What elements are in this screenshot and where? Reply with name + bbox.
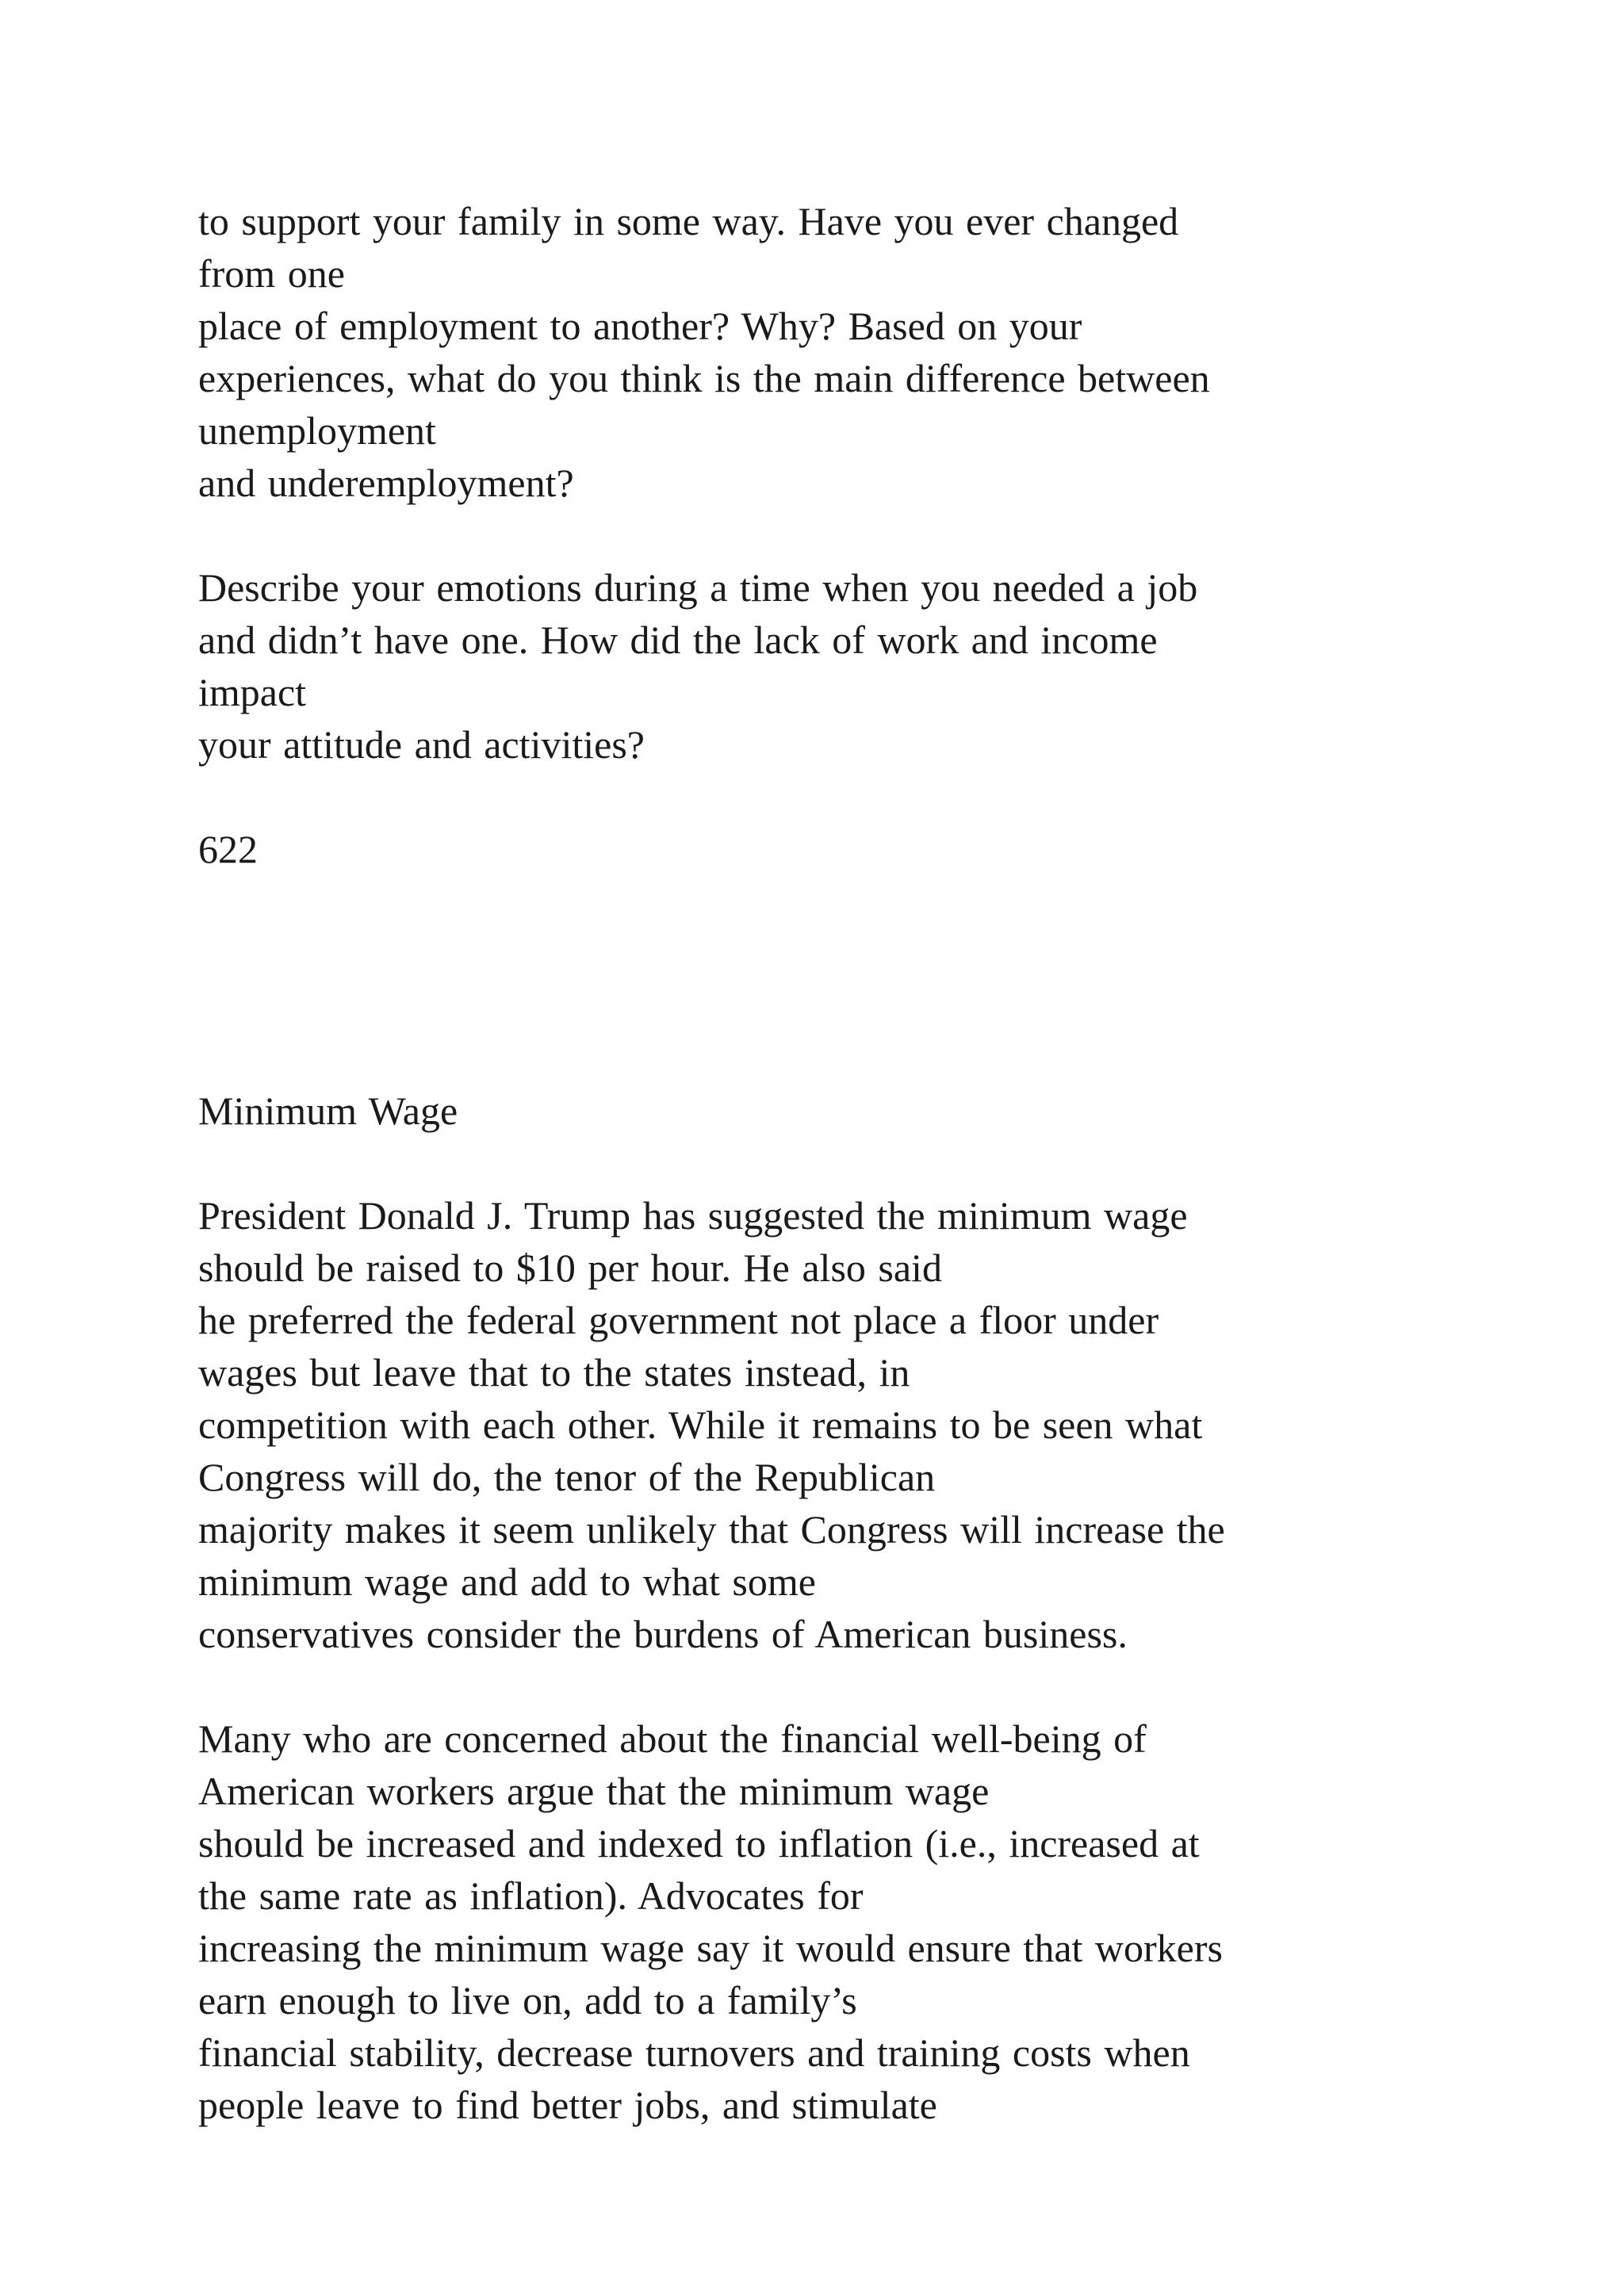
paragraph-gap (198, 1137, 1546, 1189)
page-break-gap (198, 1032, 1546, 1085)
text-line: from one (198, 251, 345, 296)
text-line: financial stability, decrease turnovers and training costs when (198, 2030, 1190, 2075)
page-number: 622 (198, 827, 258, 871)
text-line: Many who are concerned about the financial well-being of (198, 1716, 1147, 1761)
text-line: to support your family in some way. Have you ever changed (198, 199, 1179, 243)
text-line: competition with each other. While it remains to be seen what (198, 1402, 1203, 1447)
document-body (198, 195, 1546, 2131)
text-line: experiences, what do you think is the main difference between (198, 356, 1210, 400)
section-heading: Minimum Wage (198, 1089, 458, 1133)
question-paragraph-employment (198, 195, 1546, 509)
text-line: American workers argue that the minimum wage (198, 1769, 990, 1813)
text-line: President Donald J. Trump has suggested the minimum wage (198, 1193, 1188, 1238)
text-line: people leave to find better jobs, and stimulate (198, 2083, 937, 2127)
text-line: your attitude and activities? (198, 722, 645, 767)
text-line: and underemployment? (198, 461, 574, 505)
text-line: conservatives consider the burdens of American business. (198, 1612, 1128, 1656)
paragraph-gap (198, 509, 1546, 561)
paragraph-minimum-wage-advocates (198, 1712, 1546, 2131)
paragraph-gap (198, 771, 1546, 823)
text-line: earn enough to live on, add to a family’s (198, 1978, 857, 2022)
page-break-gap (198, 980, 1546, 1032)
page-break-gap (198, 928, 1546, 980)
text-line: and didn’t have one. How did the lack of work and income (198, 618, 1158, 662)
text-line: should be raised to $10 per hour. He also said (198, 1246, 942, 1290)
question-paragraph-emotions (198, 561, 1546, 771)
text-line: place of employment to another? Why? Based on your (198, 304, 1082, 348)
text-line: Describe your emotions during a time when you needed a job (198, 565, 1198, 610)
text-line: Congress will do, the tenor of the Republican (198, 1455, 936, 1499)
text-line: impact (198, 670, 307, 714)
paragraph-minimum-wage-proposal (198, 1189, 1546, 1660)
text-line: increasing the minimum wage say it would ensure that workers (198, 1926, 1223, 1970)
text-line: should be increased and indexed to inflation (i.e., increased at (198, 1821, 1200, 1866)
text-line: majority makes it seem unlikely that Congress will increase the (198, 1507, 1225, 1552)
text-line: wages but leave that to the states instead, in (198, 1350, 910, 1395)
page-break-gap (198, 875, 1546, 928)
text-line: he preferred the federal government not place a floor under (198, 1298, 1159, 1342)
text-line: unemployment (198, 408, 436, 453)
text-line: the same rate as inflation). Advocates for (198, 1873, 864, 1918)
text-line: minimum wage and add to what some (198, 1559, 816, 1604)
paragraph-gap (198, 1660, 1546, 1712)
